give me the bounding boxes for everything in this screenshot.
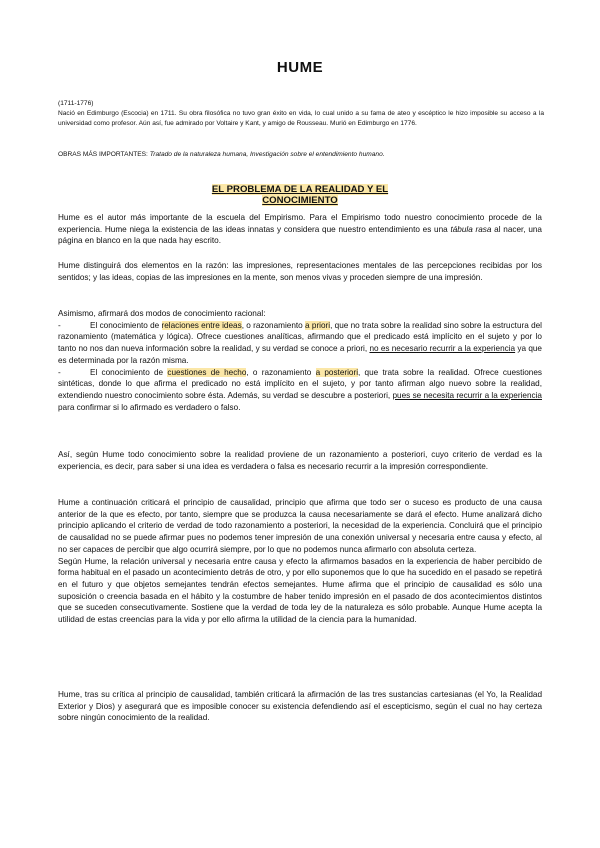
- paragraph-sustancias: [58, 689, 542, 724]
- paragraph-causalidad: [58, 497, 542, 626]
- list-item-relaciones: [58, 320, 542, 367]
- list-text: para confirmar si lo afirmado es verdadero o falso.: [58, 402, 241, 412]
- paragraph-text: Hume es el autor más importante de la escuela del Empirismo. Para el Empirismo todo nuestro conocimiento procede de la experiencia. Hume niega la existencia de las ideas innatas y considera que nuestro entendimiento es una: [58, 213, 542, 234]
- highlight-a-posteriori: a posteriori: [315, 367, 359, 377]
- author-bio: [58, 99, 544, 129]
- paragraph-text: Hume, tras su crítica al principio de causalidad, también criticará la afirmación de las tres sustancias cartesianas (el Yo, la Realidad Exterior y Dios) y asegurará que es imposible conocer su existencia defendiendo así el escepticismo, según el cual no hay certeza sobre ningún conocimiento de la realidad.: [58, 690, 542, 723]
- underline-experiencia: no es necesario recurrir a la experiencia: [369, 344, 516, 354]
- paragraph-impresiones: [58, 260, 542, 283]
- highlight-a-priori: a priori: [305, 320, 331, 330]
- list-dash: -: [58, 320, 61, 330]
- list-text: , que trata sobre la realidad. Ofrece cuestiones sintéticas, donde lo que afirma el predicado no está implícito en el sujeto, y por tanto afirman algo nuevo sobre la realidad, extendiendo nuestro conocimiento sobre ésta. Además, su verdad se descubre a posteriori,: [58, 367, 542, 400]
- page-title: HUME: [276, 59, 324, 76]
- works-titles: Tratado de la naturaleza humana, Investigación sobre el entendimiento humano.: [149, 151, 385, 158]
- section-heading-line2: CONOCIMIENTO: [262, 195, 338, 206]
- works-label: OBRAS MÁS IMPORTANTES:: [58, 151, 148, 158]
- highlight-cuestiones-de-hecho: cuestiones de hecho: [167, 367, 247, 377]
- list-item-cuestiones: [58, 367, 542, 414]
- paragraph-conocimiento-realidad: [58, 449, 542, 472]
- bio-dates: (1711-1776): [58, 100, 94, 107]
- paragraph-text: Así, según Hume todo conocimiento sobre la realidad proviene de un razonamiento a posteriori, cuyo criterio de verdad es la experiencia, es decir, para saber si una idea es verdadera o falsa es necesario recurrir a la impresión correspondiente.: [58, 450, 542, 471]
- paragraph-modos-conocimiento: [58, 308, 542, 413]
- list-intro: Asimismo, afirmará dos modos de conocimiento racional:: [58, 309, 266, 318]
- paragraph-text: Hume distinguirá dos elementos en la razón: las impresiones, representaciones mentales de las percepciones recibidas por los sentidos; y las ideas, copias de las impresiones en la mente, son menos vivas y proceden siempre de una impresión.: [58, 261, 542, 282]
- list-text: , que no trata sobre la realidad sino sobre la estructura del razonamiento (matemática y lógica). Ofrece cuestiones analíticas, afirmando que el predicado está implícito en el sujeto y por lo tanto no nos dan nueva información sobre la realidad, y su verdad se conoce a priori,: [58, 320, 543, 354]
- list-text: El conocimiento de: [90, 320, 162, 330]
- paragraph-text: Hume a continuación criticará el principio de causalidad, principio que afirma que todo ser o suceso es producto de una causa anterior de la que es efecto, por tanto, siempre que se produzca la causa necesariamente se dará el efecto. Hume analizará dicho principio aplicando el criterio de verdad de todo razonamiento a posteriori, la necesidad de la experiencia. Concluirá que el principio de causalidad no se puede afirmar pues no podemos tener impresión de una conexión universal y necesaria entre causa y efecto, al no ser capaces de percibir que algo ocurrirá siempre, por lo que no podemos nunca afirmarlo con absoluta certeza.: [58, 498, 542, 554]
- highlight-relaciones-entre-ideas: relaciones entre ideas: [161, 320, 242, 330]
- list-dash: -: [58, 367, 61, 377]
- section-heading-line1: EL PROBLEMA DE LA REALIDAD Y EL: [211, 184, 389, 195]
- bio-text: Nació en Edimburgo (Escocia) en 1711. Su obra filosófica no tuvo gran éxito en vida, lo cual unido a su fama de ateo y escéptico le hizo imposible su acceso a la universidad como profesor. Aún así, fue admirado por Voltaire y Kant, y amigo de Rousseau. Murió en Edimburgo en 1776.: [58, 110, 544, 127]
- section-heading: [0, 184, 600, 206]
- list-text: , o razonamiento: [241, 320, 306, 330]
- list-text: ya que es determinada por la razón misma.: [58, 344, 542, 365]
- main-works: [58, 150, 544, 159]
- list-text: , o razonamiento: [246, 367, 316, 377]
- underline-necesita-experiencia: pues se necesita recurrir a la experiencia: [392, 390, 542, 400]
- tabula-rasa-term: tábula rasa: [450, 224, 492, 234]
- paragraph-empirismo: [58, 212, 542, 247]
- list-text: El conocimiento de: [90, 367, 168, 377]
- paragraph-text: Según Hume, la relación universal y necesaria entre causa y efecto la afirmamos basados en la experiencia de haber percibido de forma habitual en el pasado un acontecimiento detrás de otro, y por ello suponemos que lo que ha sucedido en el pasado se repetirá en el futuro y que objetos semejantes tendrán efectos semejantes. Hume afirma que el principio de causalidad es sólo una suposición o creencia basada en el hábito y la costumbre de haber tenido impresión en el pasado de dos acontecimientos distintos que se suceden consecutivamente. Sostiene que la verdad de toda ley de la naturaleza es sólo probable. Aunque Hume acepta la utilidad de estas creencias para la vida y por ello afirma la utilidad de la ciencia para la humanidad.: [58, 556, 542, 625]
- paragraph-text: al nacer, una página en blanco en la que nada hay escrito.: [58, 224, 542, 246]
